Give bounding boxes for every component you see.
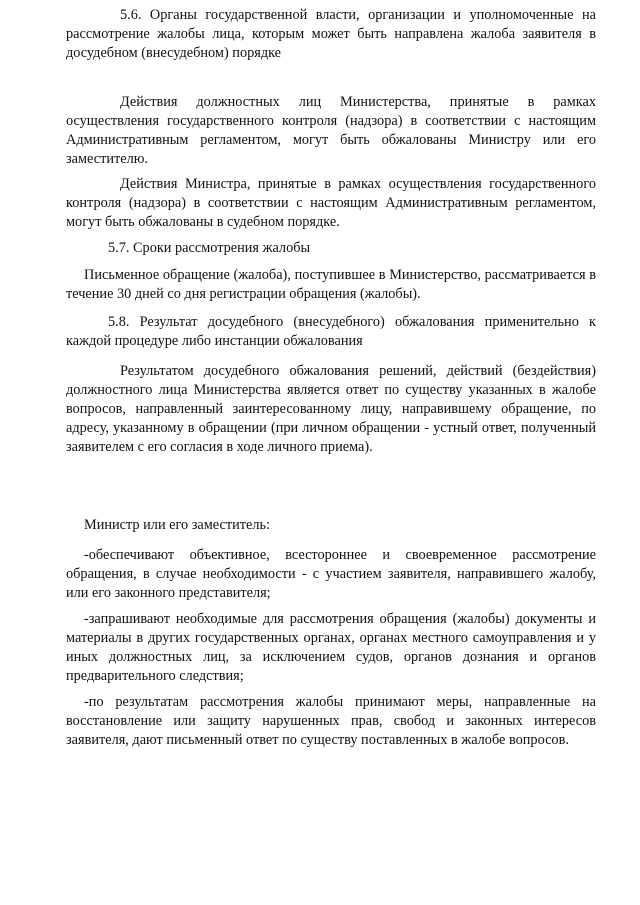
paragraph-review-period: Письменное обращение (жалоба), поступившее в Министерство, рассматривается в течение 30 дней со дня регистрации обращения (жалобы). (66, 267, 596, 302)
paragraph-appeal-officials: Действия должностных лиц Министерства, принятые в рамках осуществления государственного контроля (надзора) в соответствии с настоящим Административным регламентом, могут быть обжалованы Министру или его заместителю. (66, 94, 596, 167)
list-item-take-measures: -по результатам рассмотрения жалобы принимают меры, направленные на восстановление или защиту нарушенных прав, свобод и законных интересов заявителя, дают письменный ответ по существу поставленных в жалобе вопросов. (66, 694, 596, 748)
paragraph-appeal-minister: Действия Министра, принятые в рамках осуществления государственного контроля (надзора) в соответствии с настоящим Административным регламентом, могут быть обжалованы в судебном порядке. (66, 176, 596, 230)
paragraph-appeal-result: Результатом досудебного обжалования решений, действий (бездействия) должностного лица Министерства является ответ по существу указанных в жалобе вопросов, направленный заинтересованному лицу, направившему обращение, по адресу, указанному в обращении (при личном обращении - устный ответ, полученный заявителем с его согласия в ходе личного приема). (66, 363, 596, 455)
paragraph-minister-duties-intro: Министр или его заместитель: (84, 517, 270, 533)
section-heading-5-8: 5.8. Результат досудебного (внесудебного) обжалования применительно к каждой процедуре либо инстанции обжалования (66, 314, 596, 349)
list-item-request-documents: -запрашивают необходимые для рассмотрения обращения (жалобы) документы и материалы в других государственных органах, органах местного самоуправления и у иных должностных лиц, за исключением судов, органов дознания и органов предварительного следствия; (66, 611, 596, 684)
list-item-ensure-review: -обеспечивают объективное, всестороннее и своевременное рассмотрение обращения, в случае необходимости - с участием заявителя, направившего жалобу, или его законного представителя; (66, 547, 596, 601)
section-heading-5-7: 5.7. Сроки рассмотрения жалобы (108, 240, 311, 256)
section-heading-5-6: 5.6. Органы государственной власти, организации и уполномоченные на рассмотрение жалобы лица, которым может быть направлена жалоба заявителя в досудебном (внесудебном) порядке (66, 7, 596, 61)
